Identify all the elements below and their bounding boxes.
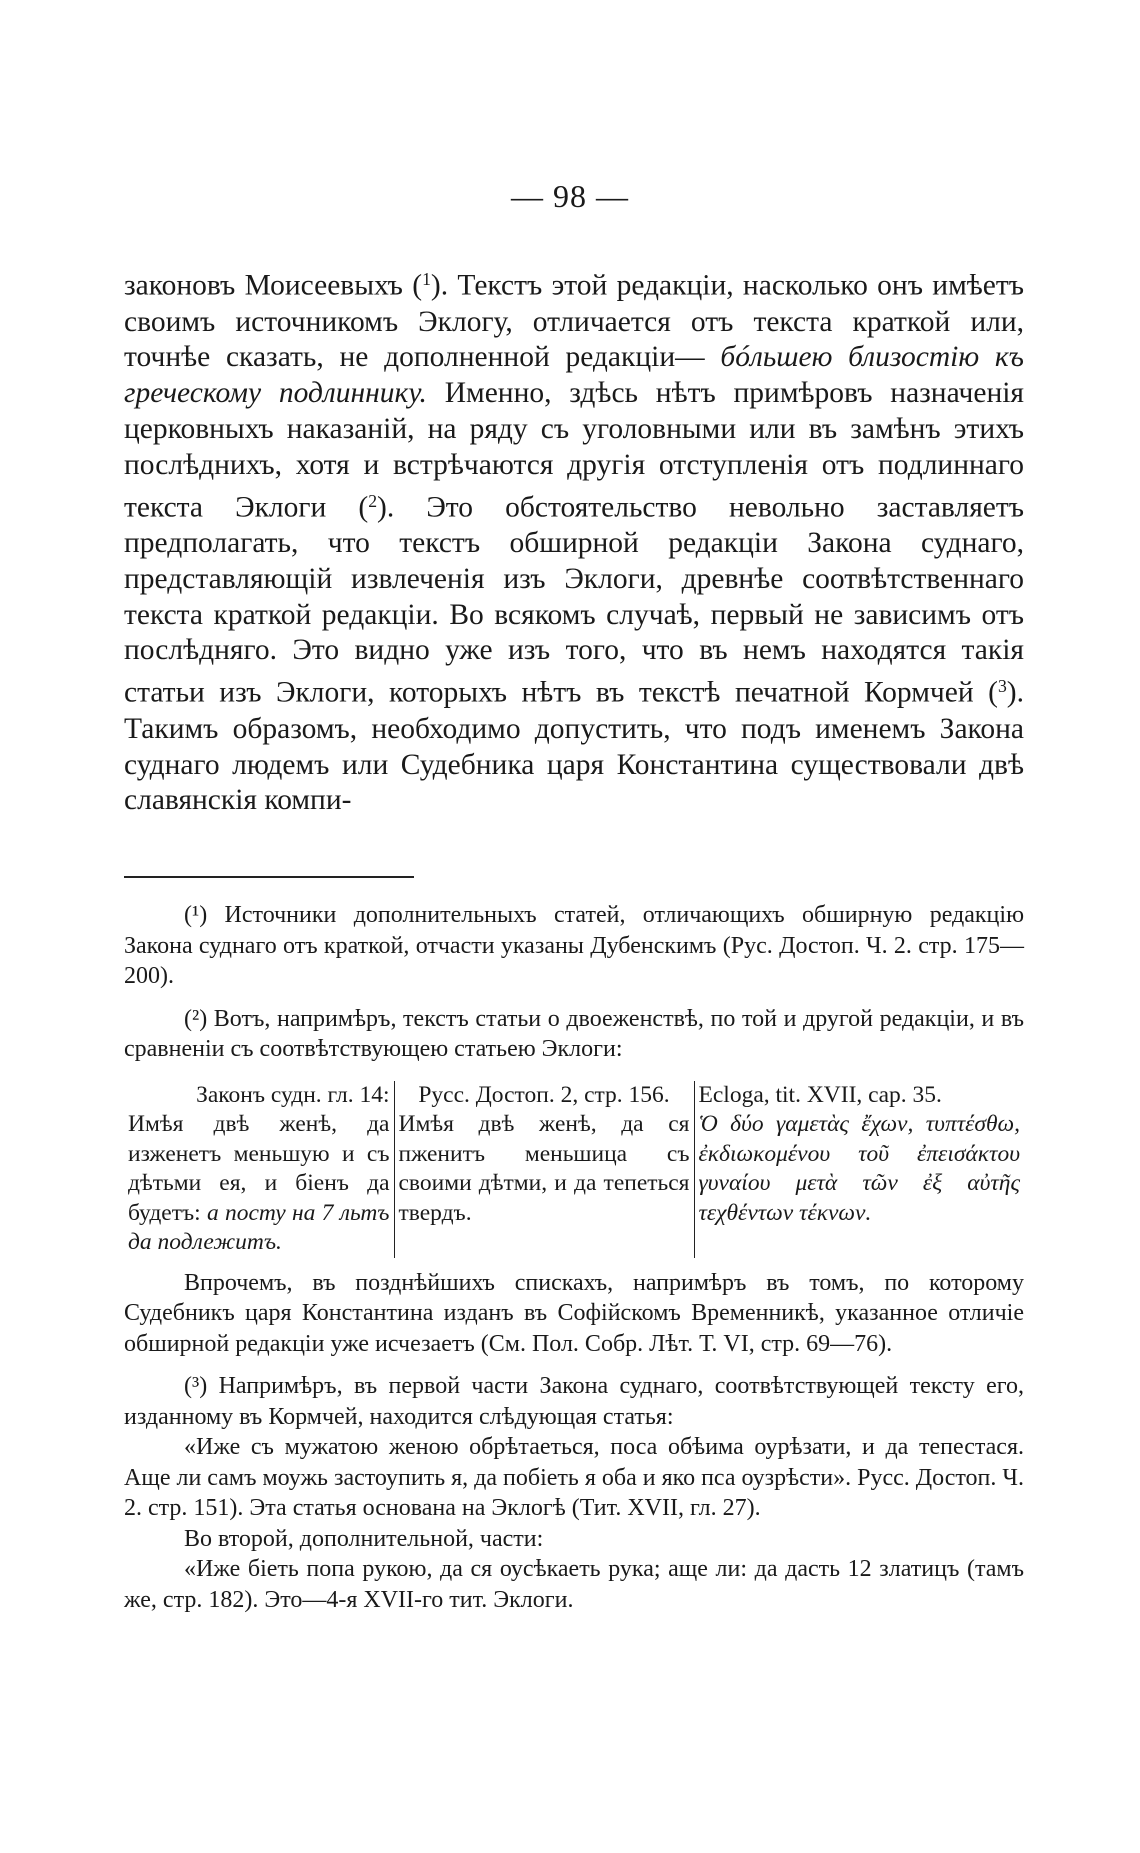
footnote-3-quote-2: «Иже біеть попа рукою, да ся оусѣкаеть рука; аще ли: да дасть 12 златицъ (тамъ же, стр. 182). Это—4-я XVII-го тит. Эклоги. xyxy=(124,1556,1024,1613)
footnote-2-continuation: Впрочемъ, въ позднѣйшихъ спискахъ, напримѣръ въ томъ, по которому Судебникъ царя Константина изданъ въ Софійскомъ Временникѣ, указанное отличіе обширной редакціи уже исчезаетъ (См. Пол. Собр. Лѣт. Т. VI, стр. 69—76). xyxy=(124,1269,1024,1357)
footnote-3-second-intro: Во второй, дополнительной, части: xyxy=(184,1525,544,1552)
footnote-text: Напримѣръ, въ первой части Закона суднаго, соотвѣтствующей тексту его, изданному въ Кормчей, находится слѣдующая статья: xyxy=(124,1373,1024,1430)
page-number: — 98 — xyxy=(511,178,629,214)
footnote-ref-1: 1 xyxy=(422,269,431,289)
footnote-ref-2: 2 xyxy=(368,490,378,511)
comparison-table xyxy=(124,1081,1024,1258)
footnote-1 xyxy=(124,900,1024,992)
footnote-separator xyxy=(124,876,414,878)
main-text-segment: ). Это обстоятельство невольно заставляетъ предполагать, что текстъ обширной редакціи Закона суднаго, представляющій извлеченія изъ Эклоги, древнѣе соотвѣтственнаго текста краткой редакціи. Во всякомъ случаѣ, первый не зависимъ отъ послѣдняго. Это видно уже изъ того, что въ немъ находятся такія статьи изъ Эклоги, которыхъ нѣтъ въ текстѣ печатной Кормчей ( xyxy=(124,491,1024,709)
table-row xyxy=(124,1081,1024,1111)
footnote-mark: (¹) xyxy=(184,902,208,928)
footnote-3 xyxy=(124,1371,1024,1432)
footnote-text: Вотъ, напримѣръ, текстъ статьи о двоеженствѣ, по той и другой редакціи, и въ сравненіи съ соотвѣтствующею статьею Эклоги: xyxy=(124,1005,1024,1062)
table-header-ecloga: Ecloga, tit. XVII, cap. 35. xyxy=(698,1081,942,1108)
table-header-zakon: Законъ судн. гл. 14: xyxy=(124,1081,394,1111)
main-text-segment: ). Такимъ образомъ, необходимо допустить, что подъ именемъ Закона суднаго людемъ или Судебника царя Константина существовали двѣ славянскія компи- xyxy=(124,676,1024,817)
italic-phrase: бóльшею близостію къ греческому подлиннику. xyxy=(124,341,1024,410)
footnote-text: Источники дополнительныхъ статей, отличающихъ обширную редакцію Закона суднаго отъ краткой, отчасти указаны Дубенскимъ (Рус. Достоп. Ч. 2. стр. 175—200). xyxy=(124,902,1024,989)
table-row xyxy=(124,1110,1024,1258)
cell-italic-text: а посту на 7 льтъ да подлежитъ. xyxy=(128,1199,390,1255)
table-cell-zakon xyxy=(124,1110,394,1258)
main-text-segment: ). Текстъ этой редакціи, насколько онъ имѣетъ своимъ источникомъ Эклогу, отличается отъ текста краткой или, точнѣе сказать, не дополненной редакціи— xyxy=(124,269,1024,374)
footnote-3-quote-1: «Иже съ мужатою женою обрѣтаеться, поса обѣима оурѣзати, и да тепестася. Аще ли самъ моужь застоупить я, да побіеть я оба и яко пса оузрѣсти». Русс. Достоп. Ч. 2. стр. 151). Эта статья основана на Эклогѣ (Тит. XVII, гл. 27). xyxy=(124,1434,1024,1521)
footnotes xyxy=(124,900,1024,1615)
main-text-segment: законовъ Моисеевыхъ ( xyxy=(124,269,423,302)
table-cell-ecloga: Ὁ δύο γαμετὰς ἔχων, τυπτέσθω, ἐκδιωκομένου τοῦ ἐπεισάκτου γυναίου μετὰ τῶν ἐξ αὐτῆς τεχθέντων τέκνων. xyxy=(698,1111,1020,1226)
footnote-ref-3: 3 xyxy=(997,676,1007,697)
table-header-russ-dostop: Русс. Достоп. 2, стр. 156. xyxy=(394,1081,694,1111)
footnote-mark: (²) xyxy=(184,1005,208,1032)
footnote-2 xyxy=(124,1004,1024,1065)
cell-text: Имѣя двѣ женѣ, да изженетъ меньшую и съ дѣтьми ея, и біенъ да будетъ: xyxy=(128,1111,390,1226)
main-body-text xyxy=(124,262,1024,819)
table-cell-russ-dostop: Имѣя двѣ женѣ, да ся пженитъ меньшица съ своими дѣтми, и да тепеться твердъ. xyxy=(394,1110,694,1258)
main-paragraph xyxy=(124,262,1024,819)
main-text-segment: Именно, здѣсь нѣтъ примѣровъ назначенія церковныхъ наказаній, на ряду съ уголовными или въ замѣнъ этихъ послѣднихъ, хотя и встрѣчаются другія отступленія отъ подлиннаго текста Эклоги ( xyxy=(124,377,1024,524)
footnote-mark: (³) xyxy=(184,1373,208,1399)
